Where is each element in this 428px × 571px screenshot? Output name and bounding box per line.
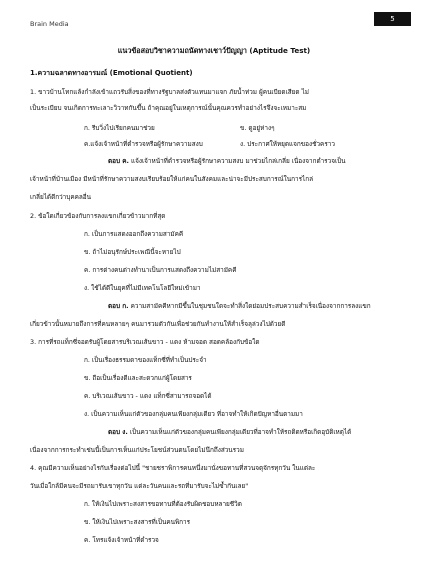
q1-answer-text: แจ้งเจ้าหน้าที่ตำรวจหรือผู้รักษาความสงบ มาช่วยไกล่เกลี่ย เนื่องจากตำรวจเป็น bbox=[128, 157, 346, 165]
q2-option-b: ข. ถ้าไม่อนุรักษ์ประเพณีนี้จะหายไป bbox=[84, 248, 181, 256]
brand-header: Brain Media bbox=[30, 20, 69, 28]
q4-option-c: ค. โทรแจ้งเจ้าหน้าที่ตำรวจ bbox=[84, 536, 159, 544]
q2-option-d: ง. ใช้ได้ดีในยุคที่ไม่มีเทคโนโลยีใหม่เข้ามา bbox=[84, 284, 201, 292]
q1-answer-cont-1: เจ้าหน้าที่บ้านเมือง มีหน้าที่รักษาความสงบเรียบร้อยให้แก่คนในสังคมและน่าจะมีประสบการณ์ในการไกล่ bbox=[30, 175, 314, 183]
q2-answer-cont: เกี่ยวข้าวนั้นหมายถึงการที่คนหลายๆ คนมารวมตัวกันเพื่อช่วยกันทำงานให้สำเร็จลุล่วงไปด้วยดี bbox=[30, 320, 286, 328]
q2-option-a: ก. เป็นการแสดงออกถึงความสามัคคี bbox=[84, 230, 184, 238]
question-1-text: 1. ขาวบ้านโทกแล้งกำลังเข้าแถวรับสิ่งของที่ทางรัฐบาลส่งตัวแทนมาแจก ภัยน้ำท่วม ผู้คนเบียดเสียด ไม่ bbox=[30, 88, 310, 96]
question-4-text: 4. คุณมีความเห็นอย่างไรกับเรื่องต่อไปนี้ "ชายชราพิการคนหนึ่งมานั่งขอทานที่สวนจตุจักรทุกวัน ในแต่ละ bbox=[30, 464, 316, 472]
q1-answer-label: ตอบ ค. bbox=[108, 157, 129, 165]
q3-option-c: ค. บริเวณเส้นขาว - แดง แท็กซี่สามารถจอดได้ bbox=[84, 392, 212, 400]
q4-option-b: ข. ให้เงินไปเพราะสงสารที่เป็นคนพิการ bbox=[84, 518, 191, 526]
q3-answer-label: ตอบ ง. bbox=[108, 428, 128, 436]
q3-answer-text: เป็นความเห็นแก่ตัวของกลุ่มคนเพียงกลุ่มเดียวที่อาจทำให้รถติดหรือเกิดอุบัติเหตุได้ bbox=[127, 428, 352, 436]
q4-option-a: ก. ให้เงินไปเพราะสงสารขอทานที่ต้องรับผิดชอบหลายชีวิต bbox=[84, 500, 242, 508]
q1-option-d: ง. ประกาศให้หยุดแจกของชั่วคราว bbox=[240, 140, 335, 148]
question-4-text-cont: วันเมื่อใกล้มีคนจะมีรถมารับเขาทุกวัน แต่ละวันคนและรถที่มารับจะไม่ซ้ำกันเลย" bbox=[30, 482, 249, 490]
document-title: แนวข้อสอบวิชาความถนัดทางเชาว์ปัญญา (Aptitude Test) bbox=[117, 46, 311, 55]
q2-option-c: ค. การต่างคนต่างทำนาเป็นการแสดงถึงความไม่สามัคคี bbox=[84, 266, 237, 274]
q1-answer-cont-2: เกลี่ยได้ดีกว่าบุคคลอื่น bbox=[30, 193, 92, 201]
question-3-text: 3. การที่รถแท็กซี่จอดรับผู้โดยสารบริเวณเส้นขาว - แดง ห้ามจอด สอดคล้องกับข้อใด bbox=[30, 338, 260, 346]
question-1-text-cont: เป็นระเบียบ จนเกิดการทะเลาะวิวาทกันขึ้น ถ้าคุณอยู่ในเหตุการณ์นั้นคุณควรทำอย่างไรจึงจะเหมาะสม bbox=[30, 104, 307, 112]
q3-answer-cont: เนื่องจากการกระทำเช่นนี้เป็นการเห็นแก่ประโยชน์ส่วนตนโดยไม่นึกถึงส่วนรวม bbox=[30, 446, 244, 454]
q1-option-b: ข. ดูอยู่ห่างๆ bbox=[240, 124, 275, 132]
page-number-badge: 5 bbox=[374, 12, 411, 26]
q2-answer bbox=[108, 302, 371, 310]
q2-answer-text: ความสามัคคีหากมีขึ้นในชุมชนใดจะทำสิ่งใดย่อมประสบความสำเร็จเนื่องจากการลงแขก bbox=[128, 302, 371, 310]
q1-answer bbox=[108, 157, 346, 165]
q3-option-b: ข. ถือเป็นเรื่องดีและสะดวกแก่ผู้โดยสาร bbox=[84, 374, 192, 382]
q3-option-d: ง. เป็นความเห็นแก่ตัวของกลุ่มคนเพียงกลุ่มเดียว ที่อาจทำให้เกิดปัญหาอื่นตามมา bbox=[84, 410, 303, 418]
q3-option-a: ก. เป็นเรื่องธรรมดาของแท็กซี่ที่ทำเป็นประจำ bbox=[84, 356, 207, 364]
q2-answer-label: ตอบ ก. bbox=[108, 302, 129, 310]
question-2-text: 2. ข้อใดเกี่ยวข้องกับการลงแขกเกี่ยวข้าวมากที่สุด bbox=[30, 212, 166, 220]
q1-option-c: ค.แจ้งเจ้าหน้าที่ตำรวจหรือผู้รักษาความสงบ bbox=[84, 140, 203, 148]
q3-answer bbox=[108, 428, 351, 436]
q1-option-a: ก. รีบวิ่งไปเรียกคนมาช่วย bbox=[84, 124, 155, 132]
section-heading: 1.ความฉลาดทางอารมณ์ (Emotional Quotient) bbox=[30, 69, 193, 77]
